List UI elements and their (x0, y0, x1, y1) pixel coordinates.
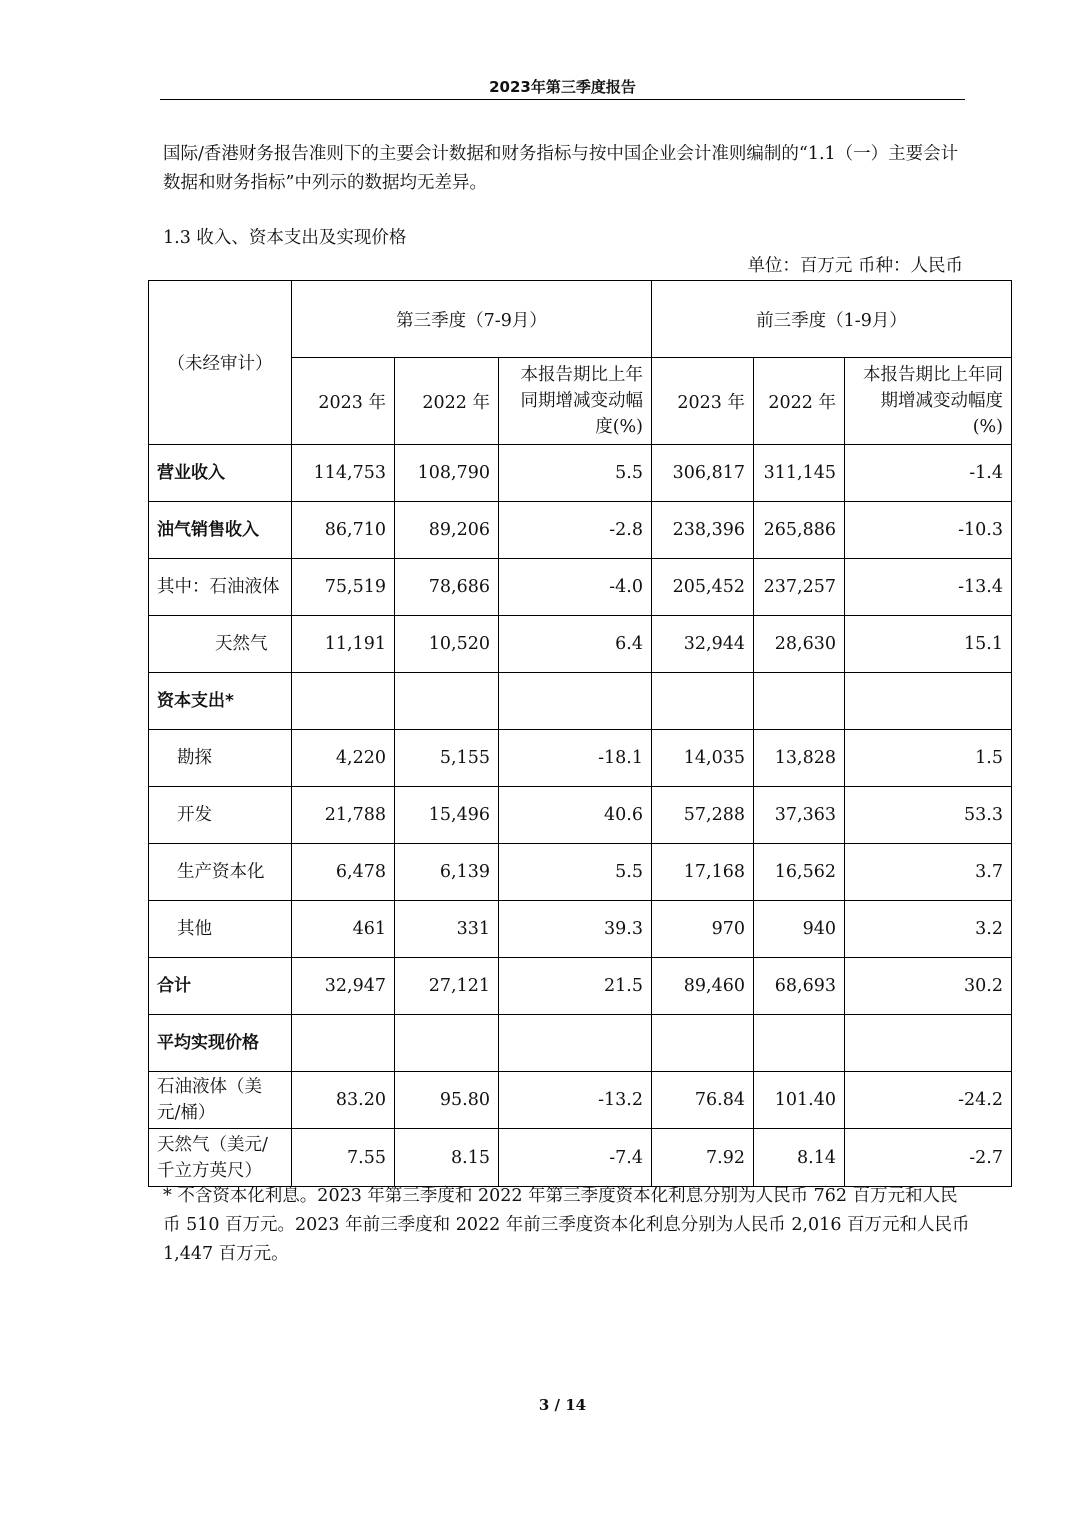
header-group-q3: 第三季度（7-9月） (292, 281, 652, 358)
cell-ytd-2023: 306,817 (652, 445, 754, 502)
header-ytd-change: 本报告期比上年同期增减变动幅度(%) (845, 358, 1012, 445)
capex-footnote: * 不含资本化利息。2023 年第三季度和 2022 年第三季度资本化利息分别为人民币 762 百万元和人民币 510 百万元。2023 年前三季度和 2022 年前三季度资本化利息分别为人民币 2,016 百万元和人民币 1,447 百万元。 (163, 1186, 970, 1264)
cell-ytd-2023: 89,460 (652, 958, 754, 1015)
cell-ytd-2023 (652, 1015, 754, 1072)
row-label: 天然气（美元/千立方英尺） (149, 1129, 292, 1187)
cell-ytd-change: -24.2 (845, 1072, 1012, 1129)
cell-q3-2023: 83.20 (292, 1072, 395, 1129)
cell-q3-2023: 75,519 (292, 559, 395, 616)
cell-q3-2023: 6,478 (292, 844, 395, 901)
cell-ytd-change: 53.3 (845, 787, 1012, 844)
row-label: 石油液体（美元/桶） (149, 1072, 292, 1129)
row-label: 其中：石油液体 (149, 559, 292, 616)
cell-q3-2023 (292, 1015, 395, 1072)
cell-q3-2022: 6,139 (395, 844, 499, 901)
cell-q3-2023: 461 (292, 901, 395, 958)
cell-ytd-change (845, 673, 1012, 730)
cell-ytd-2022: 37,363 (754, 787, 845, 844)
revenue-capex-table (148, 280, 1012, 1187)
cell-q3-change: -13.2 (499, 1072, 652, 1129)
cell-q3-change: 6.4 (499, 616, 652, 673)
cell-ytd-2023: 205,452 (652, 559, 754, 616)
table-row (149, 901, 1012, 958)
row-label: 合计 (149, 958, 292, 1015)
cell-q3-2023: 11,191 (292, 616, 395, 673)
cell-ytd-2022: 13,828 (754, 730, 845, 787)
table-header-row-group (149, 281, 1012, 358)
cell-q3-change: 5.5 (499, 445, 652, 502)
header-q3-2023: 2023 年 (292, 358, 395, 445)
cell-ytd-change: 15.1 (845, 616, 1012, 673)
cell-q3-2022: 89,206 (395, 502, 499, 559)
cell-q3-change: 21.5 (499, 958, 652, 1015)
header-divider (160, 99, 965, 100)
cell-ytd-2022: 28,630 (754, 616, 845, 673)
table-row (149, 787, 1012, 844)
table-row (149, 1015, 1012, 1072)
table-row (149, 616, 1012, 673)
header-ytd-2022: 2022 年 (754, 358, 845, 445)
cell-q3-2022 (395, 673, 499, 730)
header-q3-change: 本报告期比上年同期增减变动幅度(%) (499, 358, 652, 445)
cell-q3-2022 (395, 1015, 499, 1072)
cell-q3-2023: 7.55 (292, 1129, 395, 1187)
cell-ytd-2022: 68,693 (754, 958, 845, 1015)
header-group-ytd: 前三季度（1-9月） (652, 281, 1012, 358)
table-row (149, 958, 1012, 1015)
cell-ytd-change: 3.7 (845, 844, 1012, 901)
cell-ytd-2022 (754, 673, 845, 730)
cell-ytd-change (845, 1015, 1012, 1072)
section-title: 1.3 收入、资本支出及实现价格 (163, 228, 407, 248)
unit-currency-note: 单位：百万元 币种：人民币 (747, 256, 963, 276)
cell-q3-change: -2.8 (499, 502, 652, 559)
row-label: 生产资本化 (149, 844, 292, 901)
cell-ytd-2023: 76.84 (652, 1072, 754, 1129)
cell-ytd-2022 (754, 1015, 845, 1072)
row-label: 开发 (149, 787, 292, 844)
cell-ytd-2022: 237,257 (754, 559, 845, 616)
cell-q3-2022: 95.80 (395, 1072, 499, 1129)
cell-ytd-change: -1.4 (845, 445, 1012, 502)
cell-ytd-2023: 970 (652, 901, 754, 958)
cell-q3-2023: 114,753 (292, 445, 395, 502)
cell-q3-2023: 86,710 (292, 502, 395, 559)
header-q3-2022: 2022 年 (395, 358, 499, 445)
row-label: 营业收入 (149, 445, 292, 502)
table-row (149, 1072, 1012, 1129)
cell-q3-2022: 8.15 (395, 1129, 499, 1187)
cell-ytd-change: 3.2 (845, 901, 1012, 958)
cell-q3-change: 5.5 (499, 844, 652, 901)
cell-ytd-change: -2.7 (845, 1129, 1012, 1187)
cell-q3-2023 (292, 673, 395, 730)
cell-q3-2023: 21,788 (292, 787, 395, 844)
cell-q3-2022: 108,790 (395, 445, 499, 502)
cell-ytd-2023 (652, 673, 754, 730)
row-label: 天然气 (149, 616, 292, 673)
table-row (149, 673, 1012, 730)
table-row (149, 730, 1012, 787)
header-ytd-2023: 2023 年 (652, 358, 754, 445)
cell-ytd-2023: 238,396 (652, 502, 754, 559)
cell-q3-2022: 331 (395, 901, 499, 958)
table-row (149, 844, 1012, 901)
cell-ytd-2023: 14,035 (652, 730, 754, 787)
cell-ytd-2023: 17,168 (652, 844, 754, 901)
table-row (149, 445, 1012, 502)
cell-q3-2023: 4,220 (292, 730, 395, 787)
cell-q3-change (499, 1015, 652, 1072)
cell-q3-2022: 27,121 (395, 958, 499, 1015)
row-label: 油气销售收入 (149, 502, 292, 559)
cell-q3-change: -7.4 (499, 1129, 652, 1187)
cell-q3-2023: 32,947 (292, 958, 395, 1015)
table-corner-cell: （未经审计） (149, 281, 292, 445)
cell-ytd-change: -10.3 (845, 502, 1012, 559)
cell-ytd-2023: 57,288 (652, 787, 754, 844)
cell-q3-change (499, 673, 652, 730)
intro-paragraph: 国际/香港财务报告准则下的主要会计数据和财务指标与按中国企业会计准则编制的“1.1（一）主要会计数据和财务指标”中列示的数据均无差异。 (163, 144, 959, 193)
cell-q3-2022: 78,686 (395, 559, 499, 616)
cell-ytd-2022: 8.14 (754, 1129, 845, 1187)
cell-ytd-2023: 7.92 (652, 1129, 754, 1187)
cell-q3-2022: 5,155 (395, 730, 499, 787)
table-row (149, 502, 1012, 559)
cell-q3-change: 40.6 (499, 787, 652, 844)
cell-ytd-2022: 265,886 (754, 502, 845, 559)
row-label: 勘探 (149, 730, 292, 787)
row-label: 资本支出* (149, 673, 292, 730)
cell-ytd-2022: 101.40 (754, 1072, 845, 1129)
cell-ytd-change: 1.5 (845, 730, 1012, 787)
table-row (149, 1129, 1012, 1187)
row-label: 其他 (149, 901, 292, 958)
page-number: 3 / 14 (538, 1396, 587, 1414)
report-header-title: 2023年第三季度报告 (489, 78, 636, 96)
cell-ytd-2022: 940 (754, 901, 845, 958)
cell-ytd-2022: 311,145 (754, 445, 845, 502)
cell-ytd-2023: 32,944 (652, 616, 754, 673)
cell-q3-2022: 10,520 (395, 616, 499, 673)
cell-ytd-change: -13.4 (845, 559, 1012, 616)
cell-q3-2022: 15,496 (395, 787, 499, 844)
cell-q3-change: -18.1 (499, 730, 652, 787)
row-label: 平均实现价格 (149, 1015, 292, 1072)
cell-ytd-change: 30.2 (845, 958, 1012, 1015)
cell-q3-change: -4.0 (499, 559, 652, 616)
cell-q3-change: 39.3 (499, 901, 652, 958)
cell-ytd-2022: 16,562 (754, 844, 845, 901)
table-row (149, 559, 1012, 616)
